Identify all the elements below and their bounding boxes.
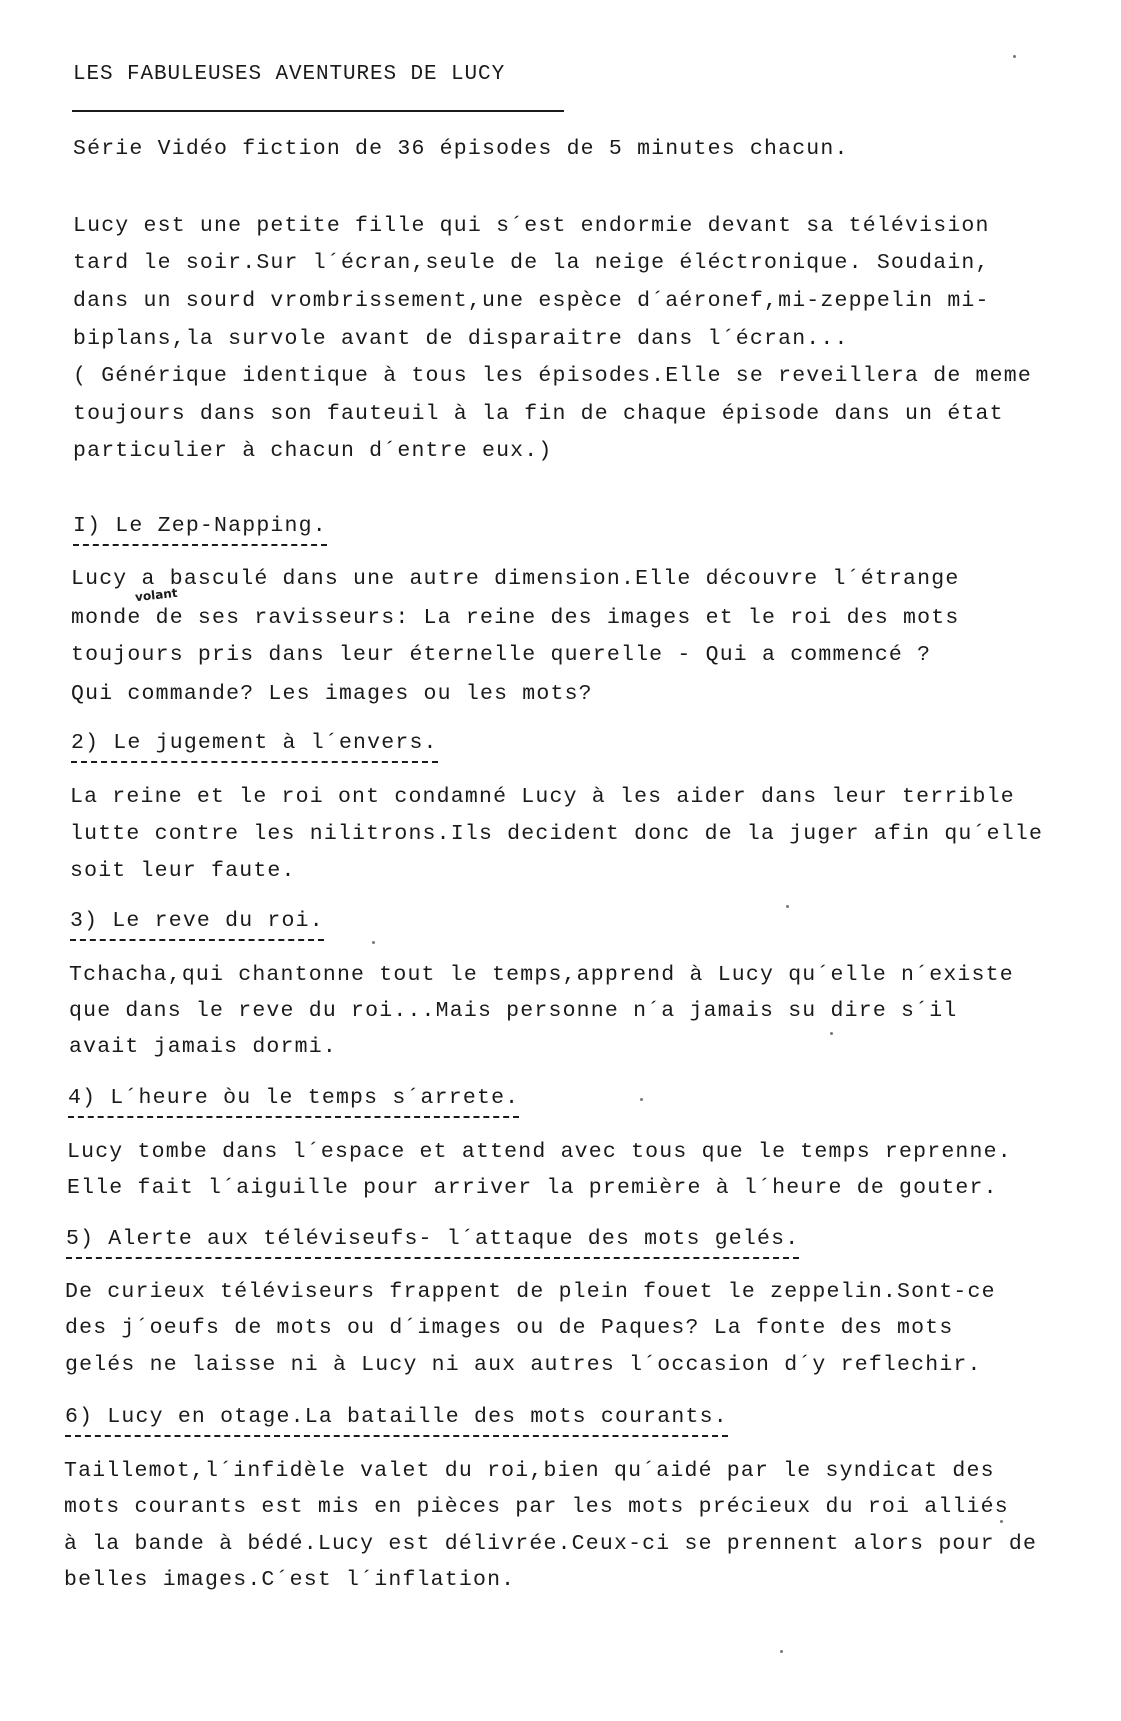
episode-5-line: De curieux téléviseurs frappent de plein fouet le zeppelin.Sont-ce bbox=[65, 1280, 996, 1304]
intro-line: dans un sourd vrombrissement,une espèce d´aéronef,mi-zeppelin mi- bbox=[73, 289, 990, 313]
episode-5-line: gelés ne laisse ni à Lucy ni aux autres l´occasion d´y reflechir. bbox=[65, 1353, 982, 1377]
episode-2-line: soit leur faute. bbox=[70, 859, 296, 883]
title-underline bbox=[72, 110, 564, 112]
intro-line: toujours dans son fauteuil à la fin de chaque épisode dans un état bbox=[73, 402, 1004, 426]
episode-4-line: Elle fait l´aiguille pour arriver la première à l´heure de gouter. bbox=[67, 1176, 998, 1200]
intro-line: tard le soir.Sur l´écran,seule de la neige éléctronique. Soudain, bbox=[73, 251, 990, 275]
scan-speck bbox=[1000, 1520, 1003, 1523]
episode-1-line: Lucy a basculé dans une autre dimension.Elle découvre l´étrange bbox=[71, 567, 960, 591]
scan-speck bbox=[830, 1032, 833, 1035]
episode-6-line: mots courants est mis en pièces par les mots précieux du roi alliés bbox=[64, 1495, 1009, 1519]
episode-heading-2: 2) Le jugement à l´envers. bbox=[71, 733, 438, 763]
scan-speck bbox=[1013, 55, 1016, 58]
episode-heading-5: 5) Alerte aux téléviseufs- l´attaque des mots gelés. bbox=[66, 1229, 799, 1259]
handwritten-annotation: volant bbox=[134, 585, 179, 605]
series-description: Série Vidéo fiction de 36 épisodes de 5 minutes chacun. bbox=[73, 137, 849, 161]
intro-line: particulier à chacun d´entre eux.) bbox=[73, 439, 553, 463]
episode-heading-4: 4) L´heure òu le temps s´arrete. bbox=[68, 1088, 519, 1118]
document-title: LES FABULEUSES AVENTURES DE LUCY bbox=[73, 63, 506, 86]
episode-6-line: à la bande à bédé.Lucy est délivrée.Ceux-ci se prennent alors pour de bbox=[64, 1532, 1038, 1556]
episode-heading-3: 3) Le reve du roi. bbox=[70, 911, 324, 941]
intro-line: ( Générique identique à tous les épisodes.Elle se reveillera de meme bbox=[73, 364, 1032, 388]
episode-3-line: Tchacha,qui chantonne tout le temps,apprend à Lucy qu´elle n´existe bbox=[69, 963, 1014, 987]
episode-2-line: lutte contre les nilitrons.Ils decident donc de la juger afin qu´elle bbox=[70, 822, 1044, 846]
episode-1-line: toujours pris dans leur éternelle querelle - Qui a commencé ? bbox=[71, 643, 932, 667]
intro-line: Lucy est une petite fille qui s´est endormie devant sa télévision bbox=[73, 214, 990, 238]
episode-2-line: La reine et le roi ont condamné Lucy à les aider dans leur terrible bbox=[70, 785, 1015, 809]
episode-6-line: Taillemot,l´infidèle valet du roi,bien qu´aidé par le syndicat des bbox=[64, 1459, 995, 1483]
episode-1-line: Qui commande? Les images ou les mots? bbox=[71, 682, 593, 706]
episode-4-line: Lucy tombe dans l´espace et attend avec tous que le temps reprenne. bbox=[67, 1140, 1012, 1164]
episode-heading-1: I) Le Zep-Napping. bbox=[73, 516, 327, 546]
episode-3-line: que dans le reve du roi...Mais personne n´a jamais su dire s´il bbox=[69, 999, 958, 1023]
episode-6-line: belles images.C´est l´inflation. bbox=[64, 1568, 516, 1592]
episode-5-line: des j´oeufs de mots ou d´images ou de Paques? La fonte des mots bbox=[65, 1316, 954, 1340]
scan-speck bbox=[372, 941, 375, 944]
episode-3-line: avait jamais dormi. bbox=[69, 1035, 337, 1059]
scan-speck bbox=[640, 1098, 643, 1101]
episode-heading-6: 6) Lucy en otage.La bataille des mots courants. bbox=[65, 1407, 728, 1437]
scan-speck bbox=[780, 1650, 783, 1653]
scan-speck bbox=[786, 905, 789, 908]
episode-1-line: monde de ses ravisseurs: La reine des images et le roi des mots bbox=[71, 606, 960, 630]
intro-line: biplans,la survole avant de disparaitre dans l´écran... bbox=[73, 327, 849, 351]
